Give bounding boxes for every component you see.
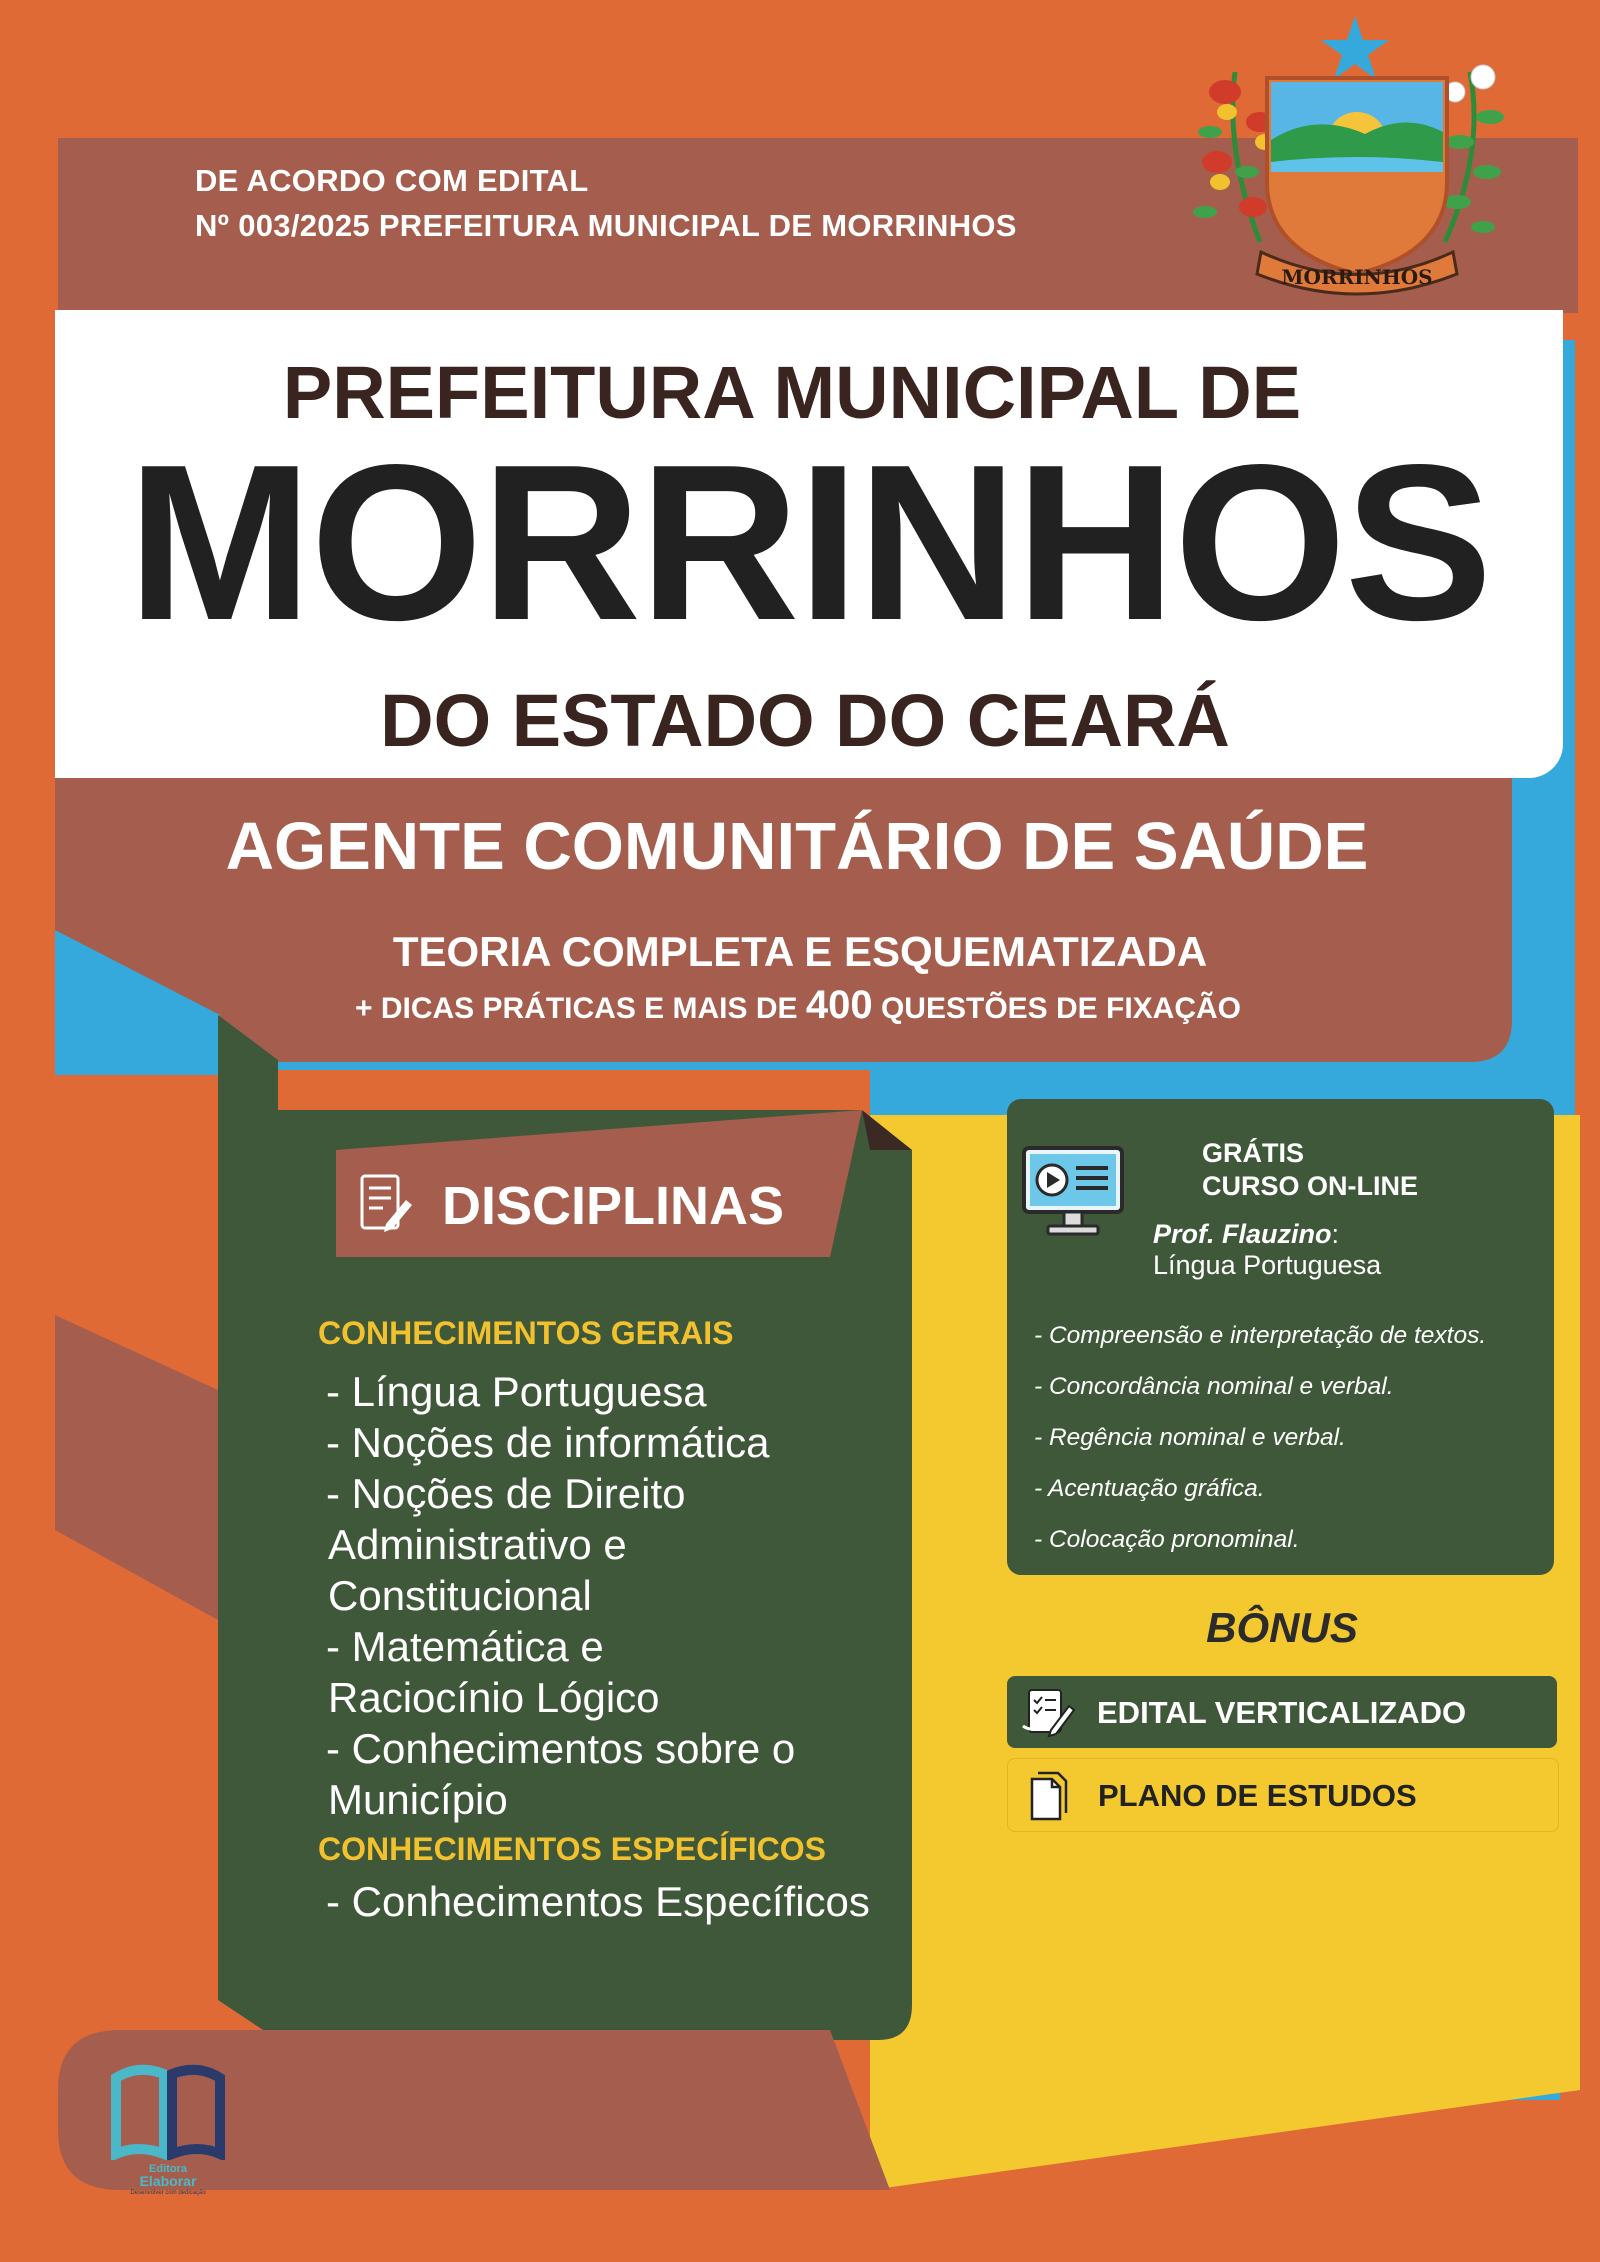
list-item: - Acentuação gráfica. — [1034, 1475, 1265, 1502]
list-item: Raciocínio Lógico — [328, 1674, 660, 1721]
list-item: - Língua Portuguesa — [326, 1368, 707, 1415]
professor-name: Prof. Flauzino — [1153, 1219, 1332, 1249]
coat-of-arms-icon — [1165, 12, 1535, 302]
list-item: - Noções de informática — [326, 1419, 770, 1466]
bonus-item-plano — [1007, 1758, 1559, 1832]
tips-suffix: QUESTÕES DE FIXAÇÃO — [880, 992, 1242, 1025]
document-pencil-icon — [356, 1172, 414, 1238]
tips-number: 400 — [805, 983, 873, 1027]
list-item: - Conhecimentos sobre o — [326, 1725, 796, 1772]
title-city: MORRINHOS — [127, 419, 1491, 667]
list-item: - Colocação pronominal. — [1034, 1526, 1300, 1553]
free-course-label — [1202, 1137, 1418, 1203]
edital-line-1: DE ACORDO COM EDITAL — [195, 163, 589, 198]
list-item: - Concordância nominal e verbal. — [1034, 1373, 1394, 1400]
tips-subtitle — [0, 983, 1600, 1028]
disciplinas-content — [318, 1315, 918, 1927]
bonus-label: EDITAL VERTICALIZADO — [1097, 1695, 1467, 1730]
list-item: Administrativo e — [328, 1521, 627, 1568]
list-item: - Matemática e — [326, 1623, 604, 1670]
documents-icon — [1022, 1769, 1076, 1821]
list-item: Município — [328, 1776, 508, 1823]
list-item: Constitucional — [328, 1572, 592, 1619]
specific-knowledge-title: CONHECIMENTOS ESPECÍFICOS — [318, 1831, 826, 1867]
general-knowledge-list — [318, 1366, 918, 1825]
publisher-name — [108, 2163, 228, 2199]
crest-banner-text: MORRINHOS — [1281, 265, 1433, 289]
publisher-tagline: Desenvolver com dedicação — [130, 2190, 206, 2196]
brown-wedge-left — [55, 1315, 218, 1620]
role-title: AGENTE COMUNITÁRIO DE SAÚDE — [225, 809, 1369, 884]
video-monitor-icon — [1020, 1142, 1126, 1242]
tips-prefix: + DICAS PRÁTICAS E MAIS DE — [354, 992, 798, 1025]
specific-knowledge-list — [318, 1876, 918, 1927]
title-line-1: PREFEITURA MUNICIPAL DE — [282, 351, 1302, 434]
green-ribbon-left — [218, 1015, 278, 2040]
edital-line-2: Nº 003/2025 PREFEITURA MUNICIPAL DE MORRINHOS — [195, 208, 1017, 243]
bonus-item-edital — [1007, 1676, 1557, 1748]
edital-reference — [195, 158, 1017, 248]
course-topics-list — [1034, 1310, 1486, 1565]
theory-subtitle: TEORIA COMPLETA E ESQUEMATIZADA — [392, 928, 1208, 975]
professor-suffix: : — [1331, 1219, 1340, 1249]
publisher-line-1: Editora — [149, 2163, 187, 2175]
bonus-label: PLANO DE ESTUDOS — [1098, 1778, 1417, 1813]
course-subject: Língua Portuguesa — [1153, 1250, 1382, 1280]
disciplinas-title: DISCIPLINAS — [442, 1176, 785, 1236]
list-item: - Conhecimentos Específicos — [326, 1878, 870, 1925]
bonus-title: BÔNUS — [1206, 1604, 1358, 1651]
list-item: - Noções de Direito — [326, 1470, 686, 1517]
online-course-label: CURSO ON-LINE — [1202, 1171, 1418, 1201]
open-book-logo-icon — [108, 2060, 228, 2160]
checklist-pen-icon — [1021, 1686, 1075, 1738]
list-item: - Regência nominal e verbal. — [1034, 1424, 1346, 1451]
list-item: - Compreensão e interpretação de textos. — [1034, 1322, 1487, 1349]
professor-info — [1153, 1219, 1381, 1281]
general-knowledge-title: CONHECIMENTOS GERAIS — [318, 1315, 734, 1351]
title-line-3: DO ESTADO DO CEARÁ — [380, 679, 1230, 762]
free-label: GRÁTIS — [1202, 1138, 1305, 1168]
publisher-line-2: Elaborar — [139, 2173, 197, 2189]
